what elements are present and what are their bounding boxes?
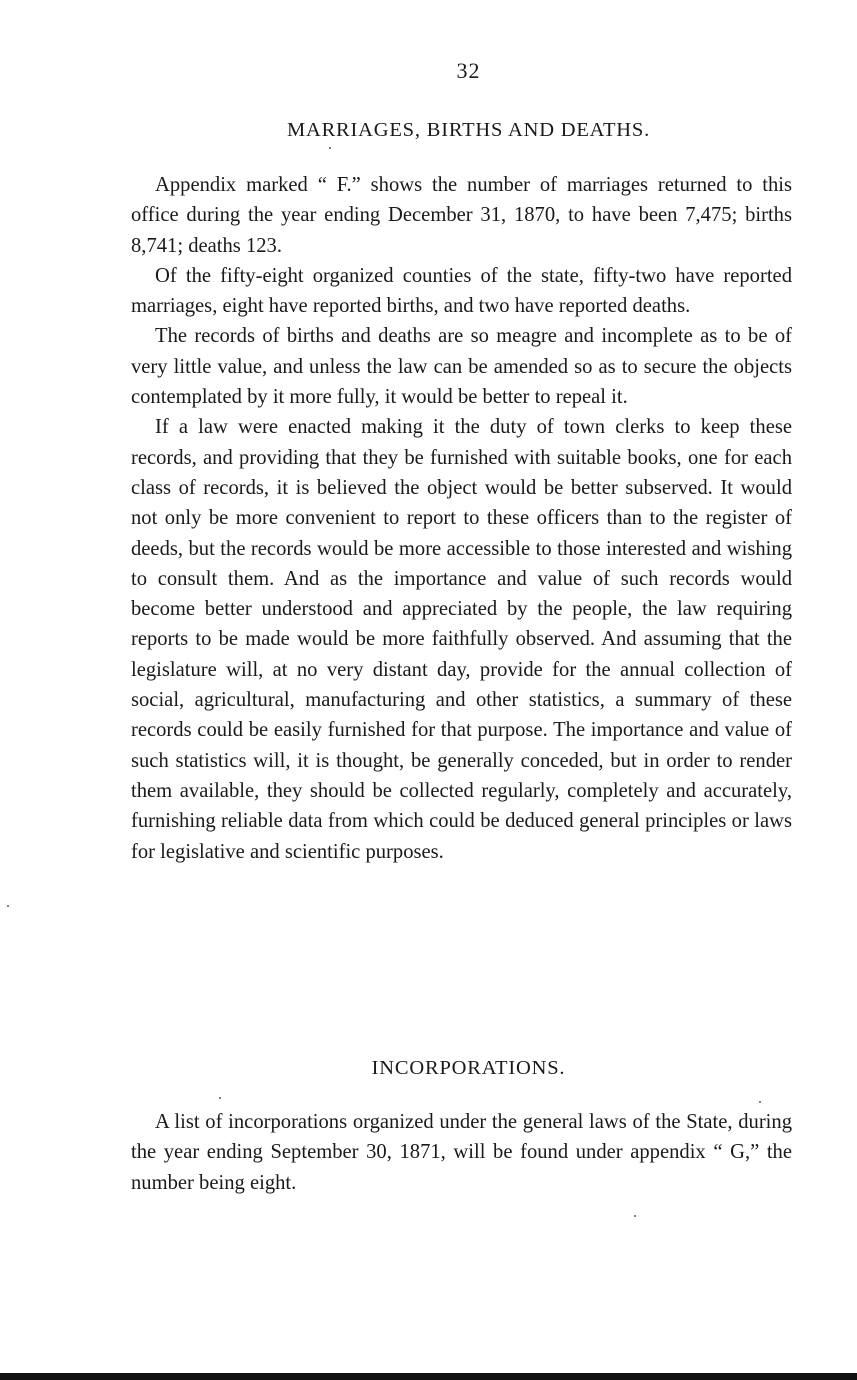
paragraph: The records of births and deaths are so meagre and incomplete as to be of very little value, and unless the law can be amended so as to secure the objects contemplated by it more fully, it would be better to repeal it. bbox=[131, 325, 792, 409]
section-heading-incorporations: INCORPORATIONS. bbox=[371, 1057, 566, 1079]
paragraph: Appendix marked “ F.” shows the number of marriages returned to this office during the year ending December 31, 1870, to have been 7,475; births 8,741; deaths 123. bbox=[131, 174, 792, 257]
section-heading-marriages: MARRIAGES, BIRTHS AND DEATHS. bbox=[286, 119, 651, 141]
speck bbox=[329, 147, 331, 149]
page-number: 32 bbox=[456, 58, 481, 83]
section-body-marriages bbox=[131, 170, 792, 867]
speck bbox=[759, 1101, 761, 1103]
speck bbox=[634, 1215, 636, 1217]
speck bbox=[7, 905, 9, 907]
section-body-incorporations bbox=[131, 1107, 792, 1198]
paragraph: If a law were enacted making it the duty of town clerks to keep these records, and providing that they be furnished with suitable books, one for each class of records, it is believed the object would be better subserved. It would not only be more convenient to report to these officers than to the register of deeds, but the records would be more accessible to those interested and wishing to consult them. And as the importance and value of such records would become better understood and appreciated by the people, the law requiring reports to be made would be more faithfully observed. And assuming that the legislature will, at no very distant day, provide for the annual collection of social, agricultural, manufacturing and other statistics, a summary of these records could be easily furnished for that purpose. The importance and value of such statistics will, it is thought, be generally conceded, but in order to render them available, they should be collected regularly, completely and accurately, furnishing reliable data from which could be deduced general principles or laws for legislative and scientific purposes. bbox=[131, 416, 792, 863]
paragraph: A list of incorporations organized under the general laws of the State, during the year ending September 30, 1871, will be found under appendix “ G,” the number being eight. bbox=[131, 1111, 792, 1194]
bottom-edge-rule bbox=[0, 1373, 857, 1380]
paragraph: Of the fifty-eight organized counties of the state, fifty-two have reported marriages, eight have reported births, and two have reported deaths. bbox=[131, 264, 792, 318]
speck bbox=[219, 1097, 221, 1099]
